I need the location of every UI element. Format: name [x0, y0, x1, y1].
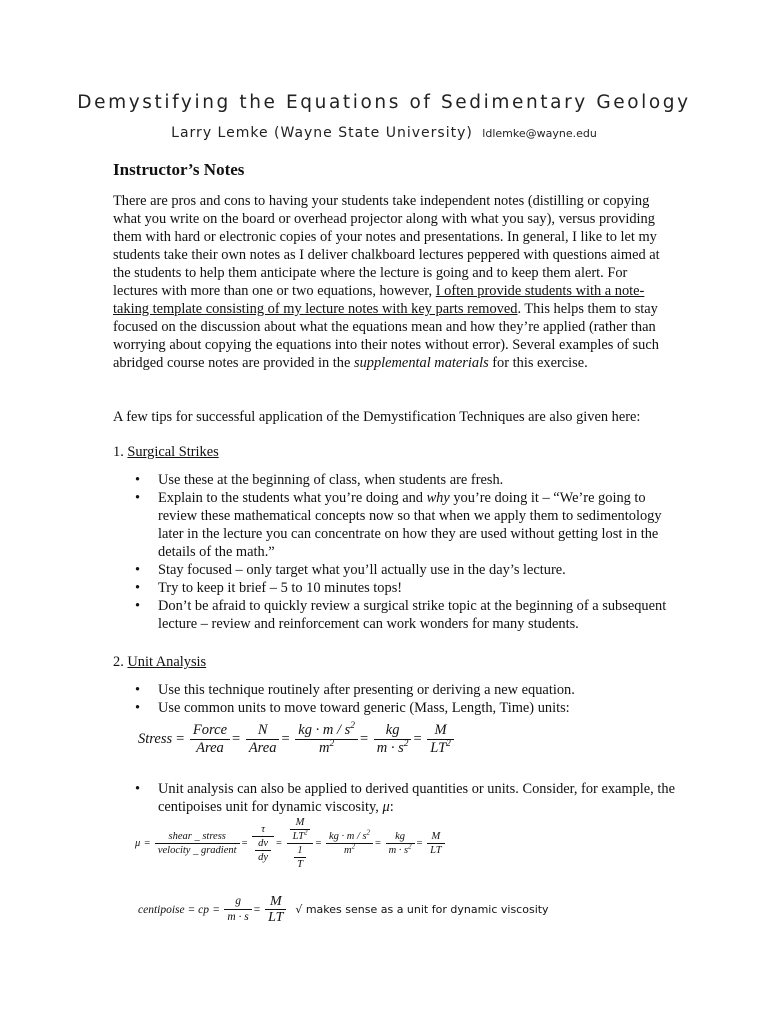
- denominator: [287, 844, 314, 871]
- fraction: [374, 722, 412, 757]
- list-item: • Use common units to move toward generic (Mass, Length, Time) units:: [135, 699, 675, 717]
- denominator: [386, 844, 415, 857]
- equation-lhs: centipoise = cp: [138, 903, 209, 916]
- list-item: • Stay focused – only target what you’ll actually use in the day’s lecture.: [135, 561, 675, 579]
- list-item: [135, 489, 675, 561]
- denominator: [326, 844, 373, 857]
- author-line: [0, 125, 768, 141]
- intro-paragraph: [113, 192, 673, 372]
- section-2-bullets-b: [135, 780, 675, 816]
- exponent: 2: [403, 739, 409, 750]
- section-1-name: Surgical Strikes: [127, 444, 219, 460]
- fraction: [155, 830, 240, 857]
- denominator-text: m: [344, 845, 352, 856]
- fraction: [255, 837, 271, 864]
- denominator-text: m · s: [388, 845, 409, 856]
- mu-symbol: μ: [382, 799, 390, 815]
- numerator: M: [290, 816, 311, 830]
- numerator: M: [427, 830, 444, 844]
- equation-lhs: μ: [135, 838, 141, 849]
- exponent: 2: [351, 843, 356, 851]
- denominator-text: LT: [292, 831, 305, 842]
- list-item: • Don’t be afraid to quickly review a surgical strike topic at the beginning of a subsequent lecture – review and reinforcement can work wonders for many students.: [135, 597, 675, 633]
- numerator: τ: [252, 823, 274, 837]
- author-name: Larry Lemke (Wayne State University): [171, 125, 473, 141]
- numerator: [295, 722, 358, 740]
- list-item: • Try to keep it brief – 5 to 10 minutes tops!: [135, 579, 675, 597]
- exponent: 2: [446, 739, 451, 750]
- list-item-text: Explain to the students what you’re doing and: [158, 490, 427, 506]
- numerator: N: [246, 722, 280, 740]
- fraction: [290, 816, 311, 843]
- denominator: [290, 830, 311, 843]
- fraction: [427, 830, 444, 857]
- numerator: 1: [294, 844, 306, 858]
- denominator: LT: [268, 910, 284, 925]
- numerator: Force: [190, 722, 230, 740]
- author-email: ldlemke@wayne.edu: [482, 127, 597, 140]
- exponent: 2: [329, 739, 335, 750]
- section-1-bullets: [135, 471, 675, 633]
- intro-underlined-text: I often provide students with a note-taking template consisting of my lecture notes with key parts removed: [113, 283, 645, 317]
- list-item-text: you’re doing it – “We’re going to review these mathematical concepts now so that when we apply them to sedimentology later in the lecture you can concentrate on how they are used without getting lost in the details of the math.”: [158, 490, 662, 560]
- denominator: T: [297, 859, 303, 870]
- fraction: [294, 844, 306, 871]
- fraction: [326, 830, 373, 857]
- list-item-text: Unit analysis can also be applied to derived quantities or units. Consider, for example, the centipoises unit for dynamic viscosity,: [158, 781, 675, 815]
- denominator: Area: [248, 740, 277, 756]
- section-1-title: [113, 444, 219, 461]
- numerator: [326, 830, 373, 844]
- section-2-number: 2.: [113, 654, 124, 670]
- denominator: dy: [258, 852, 269, 863]
- exponent: 2: [366, 829, 371, 837]
- numerator: shear _ stress: [155, 830, 240, 844]
- section-1-number: 1.: [113, 444, 124, 460]
- intro-text-3: for this exercise.: [488, 355, 588, 371]
- fraction: [265, 894, 286, 925]
- exponent: 2: [350, 721, 355, 732]
- denominator-text: m · s: [376, 740, 404, 756]
- fraction: [224, 894, 251, 925]
- section-2-bullets-a: [135, 681, 675, 717]
- fraction: [295, 722, 358, 757]
- viscosity-equation: μ = $\frac{\text{shear \_ stress}}{\text{velocity \_ gradient}}$ = $\frac{\tau}{\frac{dv}{dy}}$ = $\frac{\frac{M}{LT^2}}{\frac{1}{T}}$ = $\frac{kg \cdot m / s^2}{m^2}$ = $\frac{kg}{m \cdot s^2}$ = $\frac{M}{LT}$: [133, 816, 445, 871]
- denominator-text: LT: [430, 740, 447, 756]
- denominator-text: m: [319, 740, 330, 756]
- numerator: [287, 816, 314, 844]
- denominator: [252, 837, 274, 864]
- denominator: m · s: [227, 911, 249, 923]
- denominator: Area: [196, 740, 224, 756]
- fraction: [246, 722, 280, 757]
- denominator: [374, 740, 412, 757]
- list-item: • Use this technique routinely after presenting or deriving a new equation.: [135, 681, 675, 699]
- numerator: M: [427, 722, 454, 740]
- list-item: [135, 780, 675, 816]
- exponent: 2: [408, 843, 412, 851]
- fraction: [252, 823, 274, 864]
- centipoise-note: √ makes sense as a unit for dynamic viscosity: [295, 903, 549, 916]
- numerator-text: kg · m / s: [298, 722, 351, 738]
- numerator-text: kg · m / s: [329, 831, 367, 842]
- denominator: velocity _ gradient: [157, 845, 237, 856]
- numerator: g: [224, 894, 251, 910]
- intro-text-1: There are pros and cons to having your students take independent notes (distilling or copying what you write on the board or overhead projector along with what you say), versus providing them with hard or electronic copies of your notes and presentations. In general, I like to let my students take their own notes as I deliver chalkboard lectures peppered with questions aimed at the students to help them anticipate where the lecture is going and to keep them alert. For lectures with more than one or two equations, however,: [113, 193, 660, 299]
- denominator: LT: [430, 845, 442, 856]
- denominator: [295, 740, 358, 757]
- fraction: [386, 830, 415, 857]
- list-item-text: :: [389, 799, 394, 815]
- denominator: [427, 740, 454, 757]
- stress-equation: Stress = $\frac{\text{Force}}{\text{Area}}$ = $\frac{N}{\text{Area}}$ = $\frac{kg \cdot m / s^2}{m^2}$ = $\frac{kg}{m \cdot s^2}$ = $\frac{M}{LT^2}$: [136, 722, 454, 757]
- exponent: 2: [304, 829, 308, 837]
- numerator: dv: [255, 837, 271, 851]
- section-heading: Instructor’s Notes: [113, 160, 245, 179]
- fraction: [287, 816, 314, 871]
- supplemental-materials-text: supplemental materials: [353, 355, 489, 371]
- centipoise-equation: centipoise = cp = $\frac{g}{m \cdot s}$ = $\frac{M}{LT}$ √ makes sense as a unit for dynamic viscosity: [138, 894, 549, 925]
- section-2-title: [113, 654, 206, 671]
- fraction: [427, 722, 454, 757]
- numerator: kg: [386, 830, 415, 844]
- section-2-name: Unit Analysis: [127, 654, 207, 670]
- intro-text-2: . This helps them to stay focused on the discussion about what the equations mean and how they’re applied (rather than worrying about copying the equations into their notes without error). Several examples of such abridged course notes are provided in the: [113, 301, 659, 371]
- equation-lhs: Stress: [138, 731, 173, 747]
- list-item: • Use these at the beginning of class, when students are fresh.: [135, 471, 675, 489]
- list-item-italic: why: [426, 490, 450, 506]
- numerator: M: [265, 894, 286, 910]
- fraction: [190, 722, 230, 757]
- tips-intro: A few tips for successful application of the Demystification Techniques are also given here:: [113, 409, 641, 425]
- numerator: kg: [374, 722, 412, 740]
- document-title: Demystifying the Equations of Sedimentary Geology: [77, 92, 691, 113]
